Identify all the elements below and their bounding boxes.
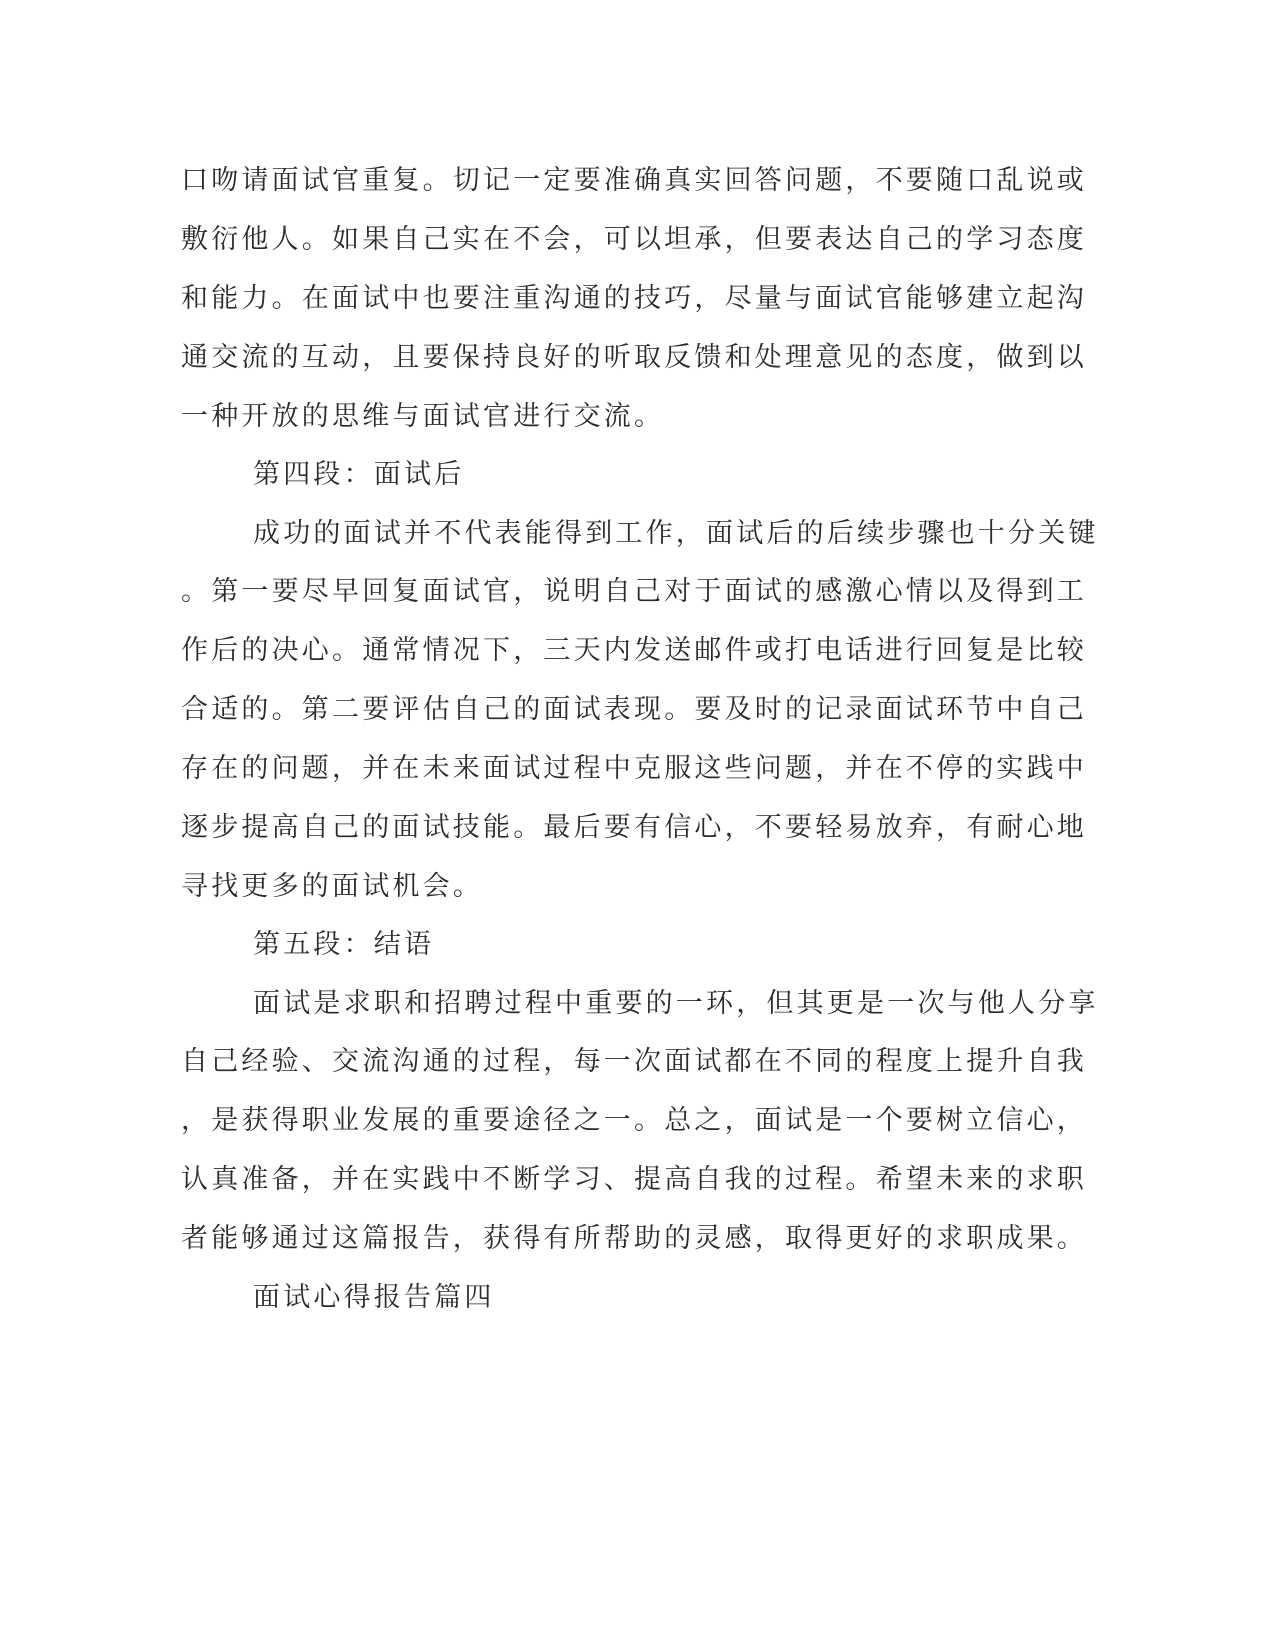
text-line: 认真准备，并在实践中不断学习、提高自我的过程。希望未来的求职 bbox=[181, 1164, 1087, 1195]
text-line: 者能够通过这篇报告，获得有所帮助的灵感，取得更好的求职成果。 bbox=[181, 1223, 1087, 1254]
section-heading: 面试心得报告篇四 bbox=[253, 1282, 495, 1313]
text-line: 敷衍他人。如果自己实在不会，可以坦承，但要表达自己的学习态度 bbox=[181, 224, 1087, 255]
text-line: 合适的。第二要评估自己的面试表现。要及时的记录面试环节中自己 bbox=[181, 694, 1087, 725]
text-line: 口吻请面试官重复。切记一定要准确真实回答问题，不要随口乱说或 bbox=[181, 165, 1087, 196]
text-line: 。第一要尽早回复面试官，说明自己对于面试的感激心情以及得到工 bbox=[181, 576, 1087, 607]
text-line: 寻找更多的面试机会。 bbox=[181, 871, 483, 902]
text-line: 存在的问题，并在未来面试过程中克服这些问题，并在不停的实践中 bbox=[181, 753, 1087, 784]
text-line: 作后的决心。通常情况下，三天内发送邮件或打电话进行回复是比较 bbox=[181, 635, 1087, 666]
section-heading: 第五段：结语 bbox=[253, 929, 435, 960]
text-line: 自己经验、交流沟通的过程，每一次面试都在不同的程度上提升自我 bbox=[181, 1046, 1087, 1077]
text-line: 通交流的互动，且要保持良好的听取反馈和处理意见的态度，做到以 bbox=[181, 342, 1087, 373]
text-line: 逐步提高自己的面试技能。最后要有信心，不要轻易放弃，有耐心地 bbox=[181, 812, 1087, 843]
text-line: 成功的面试并不代表能得到工作，面试后的后续步骤也十分关键 bbox=[253, 518, 1099, 549]
text-line: 和能力。在面试中也要注重沟通的技巧，尽量与面试官能够建立起沟 bbox=[181, 283, 1087, 314]
section-heading: 第四段：面试后 bbox=[253, 459, 465, 490]
text-line: ，是获得职业发展的重要途径之一。总之，面试是一个要树立信心， bbox=[181, 1105, 1087, 1136]
text-line: 面试是求职和招聘过程中重要的一环，但其更是一次与他人分享 bbox=[253, 988, 1099, 1019]
text-line: 一种开放的思维与面试官进行交流。 bbox=[181, 401, 665, 432]
